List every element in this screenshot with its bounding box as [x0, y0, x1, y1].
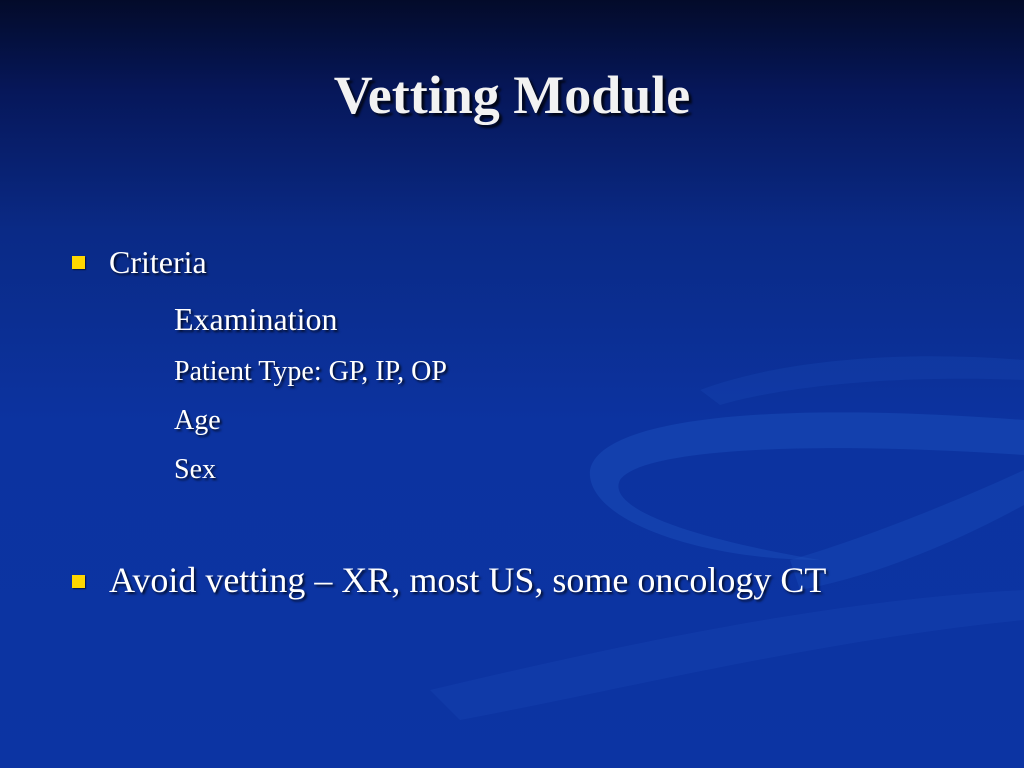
- slide-title: Vetting Module: [333, 65, 691, 125]
- sub-item-age: Age: [174, 405, 221, 436]
- bullet-label: Criteria: [109, 244, 207, 280]
- sub-item-patient-type: Patient Type: GP, IP, OP: [174, 356, 447, 387]
- square-bullet-icon: [72, 575, 85, 588]
- sub-item-examination: Examination: [174, 301, 338, 337]
- bullet-label: Avoid vetting – XR, most US, some oncology CT: [109, 560, 827, 600]
- square-bullet-icon: [72, 256, 85, 269]
- sub-item-sex: Sex: [174, 454, 216, 485]
